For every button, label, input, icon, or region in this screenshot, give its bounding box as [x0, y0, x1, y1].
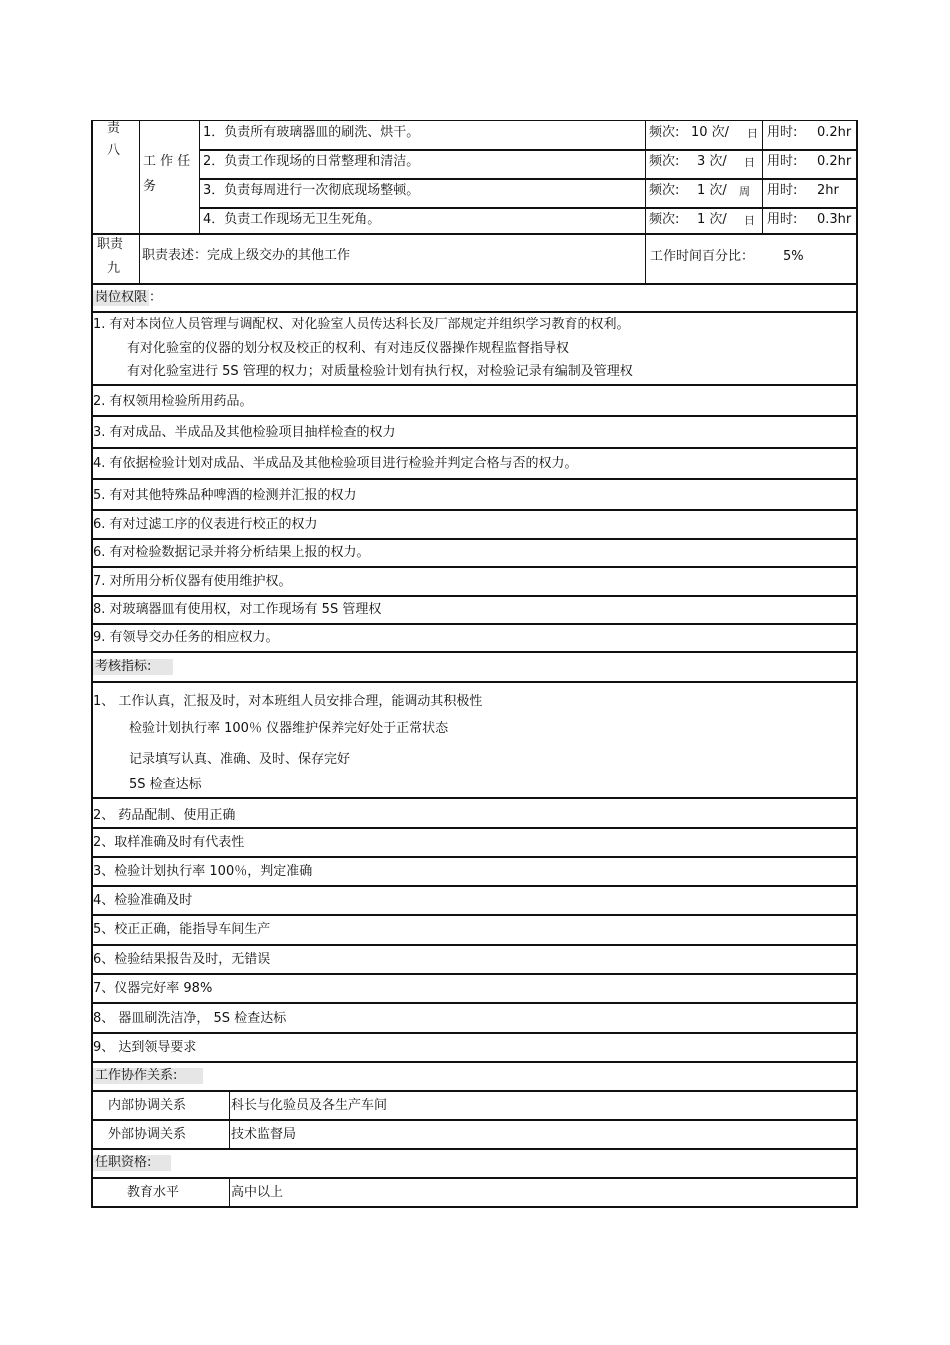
authority-item [91, 597, 858, 625]
authority-item1-line3: 有对化验室进行 5S 管理的权力；对质量检验计划有执行权，对检验记录有编制及管理权 [127, 364, 633, 379]
duty9-time-pct-value: 5% [783, 249, 804, 264]
authority-item-text: 3. 有对成品、半成品及其他检验项目抽样检查的权力 [93, 425, 396, 440]
authority-item [91, 313, 858, 386]
task-time-label: 用时: [767, 212, 798, 227]
duty8-label-line1: 责 [107, 121, 121, 136]
duty8-sublabel: 工 作 任 [143, 154, 191, 169]
kpi-item1-line2: 检验计划执行率 100％ 仪器维护保养完好处于正常状态 [129, 721, 449, 736]
duty8-task-row [199, 121, 856, 151]
qualification-label: 教育水平 [127, 1185, 180, 1200]
authority-item [91, 417, 858, 449]
qualification-value: 高中以上 [231, 1185, 284, 1200]
kpi-item-text: 8、 器皿刷洗洁净， 5S 检查达标 [93, 1011, 287, 1026]
authority-item-text: 8. 对玻璃器皿有使用权，对工作现场有 5S 管理权 [93, 602, 382, 617]
authority-item [91, 386, 858, 417]
kpi-item [91, 946, 858, 975]
task-freq-value: 1 次/ [697, 212, 727, 227]
cooperation-label: 外部协调关系 [108, 1127, 187, 1142]
cooperation-label: 内部协调关系 [108, 1098, 187, 1113]
kpi-item-text: 4、检验准确及时 [93, 893, 193, 908]
kpi-item [91, 887, 858, 916]
task-time-value: 0.2hr [817, 154, 852, 169]
duty8-task-row [199, 149, 856, 180]
authority-item1-line1: 1. 有对本岗位人员管理与调配权、对化验室人员传达科长及厂部规定并组织学习教育的权利。 [93, 317, 630, 332]
kpi-item [91, 799, 858, 829]
cooperation-row [91, 1121, 858, 1150]
kpi-item [91, 1034, 858, 1063]
kpi-item-text: 2、 药品配制、使用正确 [93, 808, 236, 823]
task-freq-unit: 周 [739, 185, 750, 198]
job-description-table [91, 120, 858, 1208]
duty8-task-row [199, 178, 856, 209]
authority-item-text: 7. 对所用分析仪器有使用维护权。 [93, 574, 292, 589]
kpi-item1-line4: 5S 检查达标 [129, 777, 202, 792]
task-freq-unit: 日 [747, 127, 758, 140]
duty8-label-line2: 八 [107, 143, 121, 158]
qualification-heading: 任职资格: [93, 1155, 171, 1171]
task-time-label: 用时: [767, 125, 798, 140]
authority-item [91, 511, 858, 540]
authority-item-text: 2. 有权领用检验所用药品。 [93, 394, 253, 409]
authority-item [91, 540, 858, 568]
authority-heading-row [91, 285, 858, 313]
cooperation-heading: 工作协作关系: [93, 1068, 203, 1084]
cooperation-heading-row [91, 1063, 858, 1092]
task-text: 2．负责工作现场的日常整理和清洁。 [203, 154, 420, 169]
authority-item-text: 5. 有对其他特殊品种啤酒的检测并汇报的权力 [93, 488, 357, 503]
authority-item [91, 480, 858, 511]
kpi-heading-row [91, 653, 858, 683]
authority-item-text: 4. 有依据检验计划对成品、半成品及其他检验项目进行检验并判定合格与否的权力。 [93, 456, 578, 471]
duty9-time-pct-label: 工作时间百分比： [650, 249, 755, 264]
duty8-block [91, 120, 858, 235]
authority-heading-text: 岗位权限 [95, 290, 148, 305]
kpi-item [91, 683, 858, 799]
duty9-description: 职责表述：完成上级交办的其他工作 [142, 248, 351, 263]
task-freq-label: 频次: [649, 183, 680, 198]
authority-item1-line2: 有对化验室的仪器的划分权及校正的权利、有对违反仪器操作规程监督指导权 [127, 341, 570, 356]
kpi-item-text: 3、检验计划执行率 100％，判定准确 [93, 864, 313, 879]
task-text: 4．负责工作现场无卫生死角。 [203, 212, 381, 227]
duty9-label-line2: 九 [107, 261, 121, 276]
kpi-item [91, 829, 858, 858]
kpi-heading: 考核指标: [93, 659, 173, 675]
authority-item-text: 9. 有领导交办任务的相应权力。 [93, 630, 279, 645]
kpi-item1-line1: 1、 工作认真，汇报及时，对本班组人员安排合理，能调动其积极性 [93, 694, 483, 709]
cooperation-value: 科长与化验员及各生产车间 [231, 1098, 388, 1113]
kpi-item-text: 2、取样准确及时有代表性 [93, 835, 245, 850]
authority-item-text: 6. 有对过滤工序的仪表进行校正的权力 [93, 517, 318, 532]
authority-item [91, 449, 858, 480]
cooperation-row [91, 1092, 858, 1121]
kpi-item [91, 858, 858, 887]
task-freq-label: 频次: [649, 154, 680, 169]
authority-heading [93, 290, 162, 306]
task-freq-label: 频次: [649, 125, 680, 140]
duty8-task-row [199, 207, 856, 234]
task-freq-value: 10 次/ [691, 125, 730, 140]
authority-heading-suffix: ： [149, 290, 163, 305]
task-time-label: 用时: [767, 154, 798, 169]
task-freq-value: 1 次/ [697, 183, 727, 198]
kpi-item-text: 5、校正正确，能指导车间生产 [93, 922, 271, 937]
task-text: 1．负责所有玻璃器皿的刷洗、烘干。 [203, 125, 420, 140]
kpi-item [91, 1004, 858, 1034]
kpi-item-text: 9、 达到领导要求 [93, 1040, 197, 1055]
kpi-item [91, 916, 858, 946]
qualification-row [91, 1179, 858, 1208]
kpi-item-text: 6、检验结果报告及时，无错误 [93, 952, 271, 967]
task-time-value: 0.3hr [817, 212, 852, 227]
kpi-item1-line3: 记录填写认真、准确、及时、保存完好 [129, 752, 351, 767]
task-time-label: 用时: [767, 183, 798, 198]
task-text: 3．负责每周进行一次彻底现场整顿。 [203, 183, 420, 198]
kpi-item-text: 7、仪器完好率 98% [93, 981, 213, 996]
task-time-value: 0.2hr [817, 125, 852, 140]
task-freq-value: 3 次/ [697, 154, 727, 169]
duty9-row [91, 235, 858, 285]
authority-item [91, 625, 858, 653]
qualification-heading-row [91, 1150, 858, 1179]
authority-item-text: 6. 有对检验数据记录并将分析结果上报的权力。 [93, 545, 370, 560]
duty9-label-line1: 职责 [97, 237, 124, 252]
task-freq-label: 频次: [649, 212, 680, 227]
cooperation-value: 技术监督局 [231, 1127, 297, 1142]
duty8-sublabel2: 务 [143, 179, 157, 194]
task-freq-unit: 日 [744, 214, 755, 227]
kpi-item [91, 975, 858, 1004]
authority-item [91, 568, 858, 597]
task-time-value: 2hr [817, 183, 839, 198]
task-freq-unit: 日 [744, 156, 755, 169]
